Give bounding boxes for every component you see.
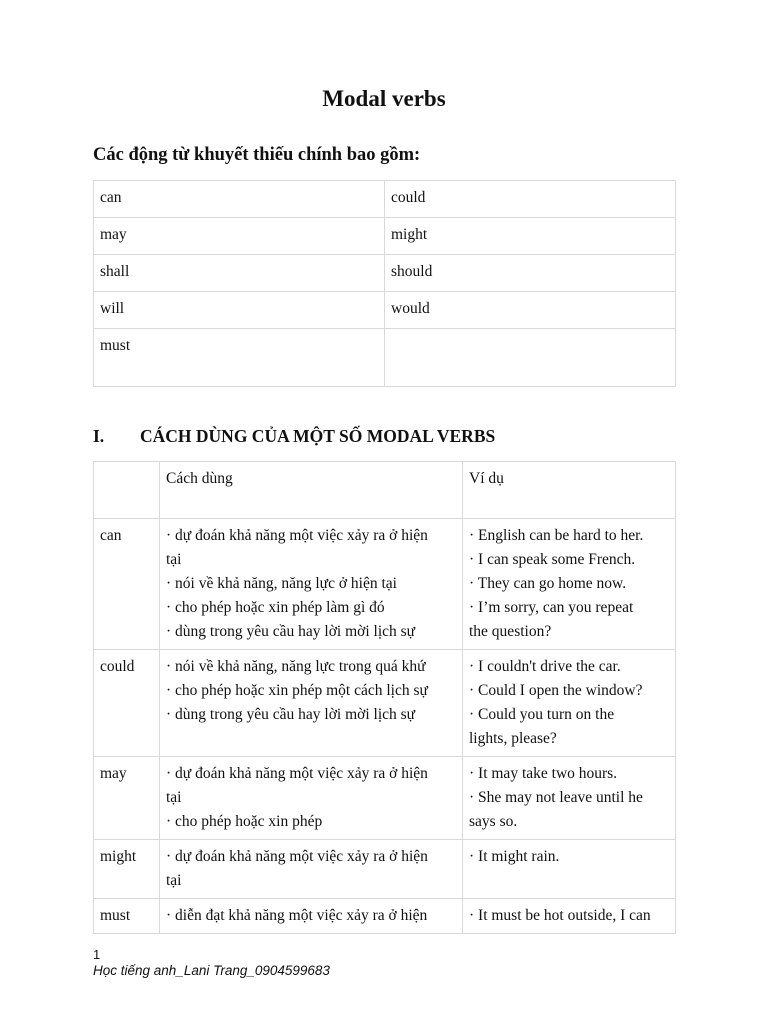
table-cell: must: [94, 329, 385, 387]
example-cell: [463, 757, 676, 840]
section-number: I.: [93, 426, 105, 446]
table-row: [94, 292, 676, 329]
usage-line: · cho phép hoặc xin phép làm gì đó: [166, 599, 385, 616]
example-line: · It may take two hours.: [469, 765, 618, 782]
table-cell: should: [385, 255, 676, 292]
example-cell: [463, 840, 676, 899]
table-row: [94, 519, 676, 650]
usage-line: · dự đoán khả năng một việc xảy ra ở hiện: [166, 765, 428, 782]
table-row: [94, 650, 676, 757]
header-cell-examples: Ví dụ: [463, 462, 676, 519]
example-line: · She may not leave until he: [469, 789, 643, 806]
verb-cell: must: [94, 899, 160, 934]
usage-cell: [160, 840, 463, 899]
table-row: [94, 757, 676, 840]
table-cell: might: [385, 218, 676, 255]
verb-cell: may: [94, 757, 160, 840]
table-cell: [385, 329, 676, 387]
usage-line: · dự đoán khả năng một việc xảy ra ở hiện: [166, 848, 428, 865]
usage-line: · nói về khả năng, năng lực ở hiện tại: [166, 575, 397, 592]
example-line: · Could I open the window?: [469, 682, 643, 699]
footer-text: Học tiếng anh_Lani Trang_0904599683: [93, 963, 330, 978]
table-header-row: [94, 462, 676, 519]
example-line: lights, please?: [469, 730, 557, 747]
header-cell-usage: Cách dùng: [160, 462, 463, 519]
example-line: the question?: [469, 623, 552, 640]
example-line: · It might rain.: [469, 848, 560, 865]
example-line: · I’m sorry, can you repeat: [469, 599, 634, 616]
table-row: [94, 181, 676, 218]
verb-cell: can: [94, 519, 160, 650]
table-row: [94, 899, 676, 934]
usage-line: · diễn đạt khả năng một việc xảy ra ở hiện: [166, 907, 428, 924]
subtitle: Các động từ khuyết thiếu chính bao gồm:: [93, 145, 421, 165]
usage-cell: [160, 519, 463, 650]
usage-line: · cho phép hoặc xin phép một cách lịch sự: [166, 682, 428, 699]
modal-verbs-table: [93, 180, 676, 387]
usage-line: tại: [166, 789, 182, 806]
example-line: · Could you turn on the: [469, 706, 615, 723]
usage-cell: [160, 650, 463, 757]
table-cell: would: [385, 292, 676, 329]
usage-line: · dùng trong yêu cầu hay lời mời lịch sự: [166, 706, 416, 723]
table-cell: shall: [94, 255, 385, 292]
table-cell: could: [385, 181, 676, 218]
table-row: [94, 329, 676, 387]
example-line: says so.: [469, 813, 518, 830]
usage-line: · dự đoán khả năng một việc xảy ra ở hiện: [166, 527, 428, 544]
page-title: Modal verbs: [322, 86, 446, 111]
example-line: · I couldn't drive the car.: [469, 658, 621, 675]
verb-cell: might: [94, 840, 160, 899]
usage-line: tại: [166, 551, 182, 568]
table-cell: will: [94, 292, 385, 329]
section-title: CÁCH DÙNG CỦA MỘT SỐ MODAL VERBS: [140, 426, 496, 446]
table-row: [94, 255, 676, 292]
example-line: · English can be hard to her.: [469, 527, 644, 544]
example-cell: [463, 899, 676, 934]
table-cell: may: [94, 218, 385, 255]
example-cell: [463, 650, 676, 757]
example-line: · It must be hot outside, I can: [469, 907, 651, 924]
table-cell: can: [94, 181, 385, 218]
example-line: · I can speak some French.: [469, 551, 636, 568]
example-cell: [463, 519, 676, 650]
usage-cell: [160, 757, 463, 840]
header-cell-verb: [94, 462, 160, 519]
section-heading: [93, 426, 495, 447]
example-line: · They can go home now.: [469, 575, 627, 592]
table-row: [94, 840, 676, 899]
usage-table: [93, 461, 676, 934]
usage-cell: [160, 899, 463, 934]
table-row: [94, 218, 676, 255]
page-number: 1: [93, 947, 101, 962]
usage-line: · nói về khả năng, năng lực trong quá khứ: [166, 658, 426, 675]
usage-line: · dùng trong yêu cầu hay lời mời lịch sự: [166, 623, 416, 640]
usage-line: tại: [166, 872, 182, 889]
verb-cell: could: [94, 650, 160, 757]
usage-line: · cho phép hoặc xin phép: [166, 813, 323, 830]
